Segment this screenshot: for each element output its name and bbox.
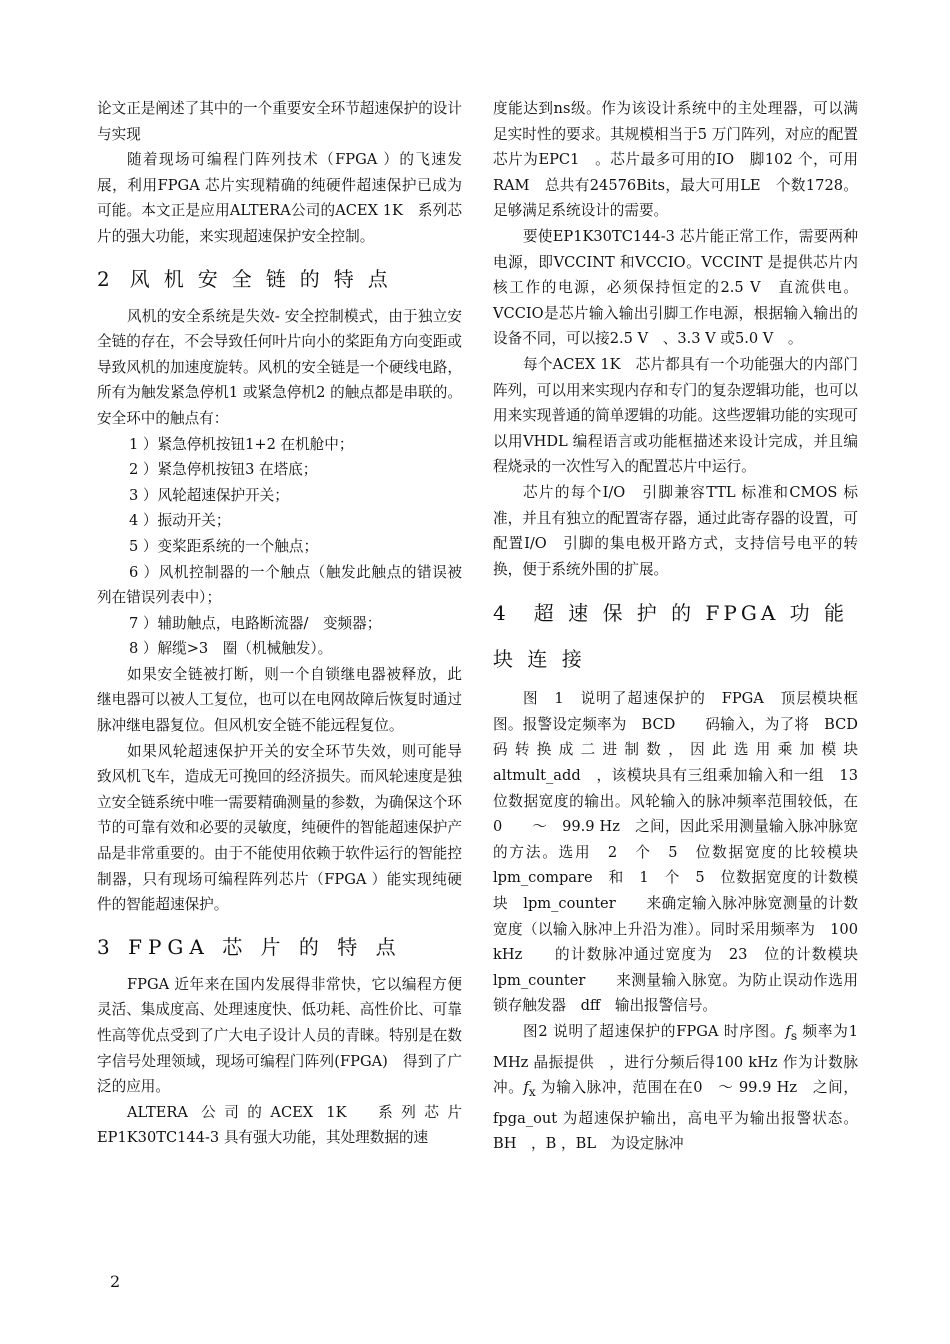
section-heading-3: 3 FPGA 芯 片 的 特 点	[97, 934, 402, 959]
section-heading-4: 4 超 速 保 护 的 FPGA 功 能 块 连 接	[493, 601, 848, 672]
list-item: 8 ）解缆>3 圈（机械触发）。	[129, 640, 333, 658]
list-item: 6 ）风机控制器的一个触点（触发此触点的错误被列在错误列表中）；	[97, 563, 462, 607]
paragraph: 如果风轮超速保护开关的安全环节失效，则可能导致风机飞车，造成无可挽回的经济损失。而风轮速度是独立安全链系统中唯一需要精确测量的参数，为确保这个环节的可靠有效和必要的灵敏度，纯硬件的智能超速保护产品是非常重要的。由于不能使用依赖于软件运行的智能控制器，只有现场可编程阵列芯片（FPGA ）能实现纯硬件的智能超速保护。	[97, 742, 462, 914]
paragraph: 如果安全链被打断，则一个自锁继电器被释放，此继电器可以被人工复位，也可以在电网故障后恢复时通过脉冲继电器复位。但风机安全链不能远程复位。	[97, 665, 462, 735]
page-number: 2	[110, 1272, 121, 1291]
right-column	[493, 96, 888, 1157]
list-item: 2 ）紧急停机按钮3 在塔底；	[129, 461, 318, 479]
list-item: 3 ）风轮超速保护开关；	[129, 486, 289, 504]
paragraph: 随着现场可编程门阵列技术（FPGA ）的飞速发展，利用FPGA 芯片实现精确的纯硬件超速保护已成为可能。本文正是应用ALTERA公司的ACEX 1K 系列芯片的强大功能，来实现超速保护安全控制。	[97, 151, 462, 245]
list-item: 4 ）振动开关；	[129, 512, 231, 530]
paragraph: 图2 说明了超速保护的FPGA 时序图。$f_s$ 频率为1 MHz 晶振提供 ，进行分频后得100 kHz 作为计数脉冲。$f_x$ 为输入脉冲，范围在在0 ～ 99.9 Hz 之间，fpga_out 为超速保护输出，高电平为输出报警状态。BH ，B ，BL 为设定脉冲	[493, 1023, 858, 1153]
paragraph: 图 1 说明了超速保护的 FPGA 顶层模块框图。报警设定频率为 BCD 码输入，为了将 BCD 码转换成二进制数，因此选用乘加模块 altmult_add ，该模块具有三组乘加输入和一组 13 位数据宽度的输出。风轮输入的脉冲频率范围较低，在 0 ～ 99.9 Hz 之间，因此采用测量输入脉冲脉宽的方法。选用 2 个 5 位数据宽度的比较模块 lpm_compare 和 1 个 5 位数据宽度的计数模块 lpm_counter 来确定输入脉冲脉宽测量的计数宽度（以输入脉冲上升沿为准）。同时采用频率为 100 kHz 的计数脉冲通过宽度为 23 位的计数模块 lpm_counter 来测量输入脉宽。为防止误动作选用锁存触发器 dff 输出报警信号。	[493, 690, 888, 1015]
paragraph: 风机的安全系统是失效- 安全控制模式，由于独立安全链的存在，不会导致任何叶片向小的桨距角方向变距或导致风机的加速度旋转。风机的安全链是一个硬线电路，所有为触发紧急停机1 或紧急停机2 的触点都是串联的。安全环中的触点有：	[97, 307, 462, 427]
paragraph: 每个ACEX 1K 芯片都具有一个功能强大的内部门阵列，可以用来实现内存和专门的复杂逻辑功能，也可以用来实现普通的简单逻辑的功能。这些逻辑功能的实现可以用VHDL 编程语言或功能框描述来设计完成，并且编程烧录的一次性写入的配置芯片中运行。	[493, 355, 858, 476]
list-item: 1 ）紧急停机按钮1+2 在机舱中；	[129, 435, 354, 453]
left-column	[97, 96, 462, 1151]
section-heading-2: 2风机安全链的特点	[97, 266, 402, 291]
paragraph: 芯片的每个I/O 引脚兼容TTL 标准和CMOS 标准，并且有独立的配置寄存器，通过此寄存器的设置，可配置I/O 引脚的集电极开路方式，支持信号电平的转换，便于系统外围的扩展。	[493, 483, 858, 578]
paragraph: 论文正是阐述了其中的一个重要安全环节超速保护的设计与实现	[97, 100, 462, 143]
list-item: 5 ）变桨距系统的一个触点；	[129, 537, 319, 555]
paragraph: FPGA 近年来在国内发展得非常快，它以编程方便灵活、集成度高、处理速度快、低功耗、高性价比、可靠性高等优点受到了广大电子设计人员的青睐。特别是在数字信号处理领域，现场可编程门阵列(FPGA) 得到了广泛的应用。	[97, 975, 462, 1096]
paragraph: 要使EP1K30TC144-3 芯片能正常工作，需要两种电源，即VCCINT 和VCCIO。VCCINT 是提供芯片内核工作的电源，必须保持恒定的2.5 V 直流供电。VCCIO是芯片输入输出引脚工作电源，根据输入输出的设备不同，可以接2.5 V 、3.3 V 或5.0 V 。	[493, 227, 858, 348]
paragraph: ALTERA 公司的ACEX 1K 系列芯片EP1K30TC144-3 具有强大功能，其处理数据的速	[97, 1103, 462, 1147]
list-item: 7 ）辅助触点，电路断流器/ 变频器；	[129, 614, 382, 632]
paragraph: 度能达到ns级。作为该设计系统中的主处理器，可以满足实时性的要求。其规模相当于5 万门阵列，对应的配置芯片为EPC1 。芯片最多可用的IO 脚102 个，可用RAM 总共有24576Bits，最大可用LE 个数1728。足够满足系统设计的需要。	[493, 100, 858, 220]
